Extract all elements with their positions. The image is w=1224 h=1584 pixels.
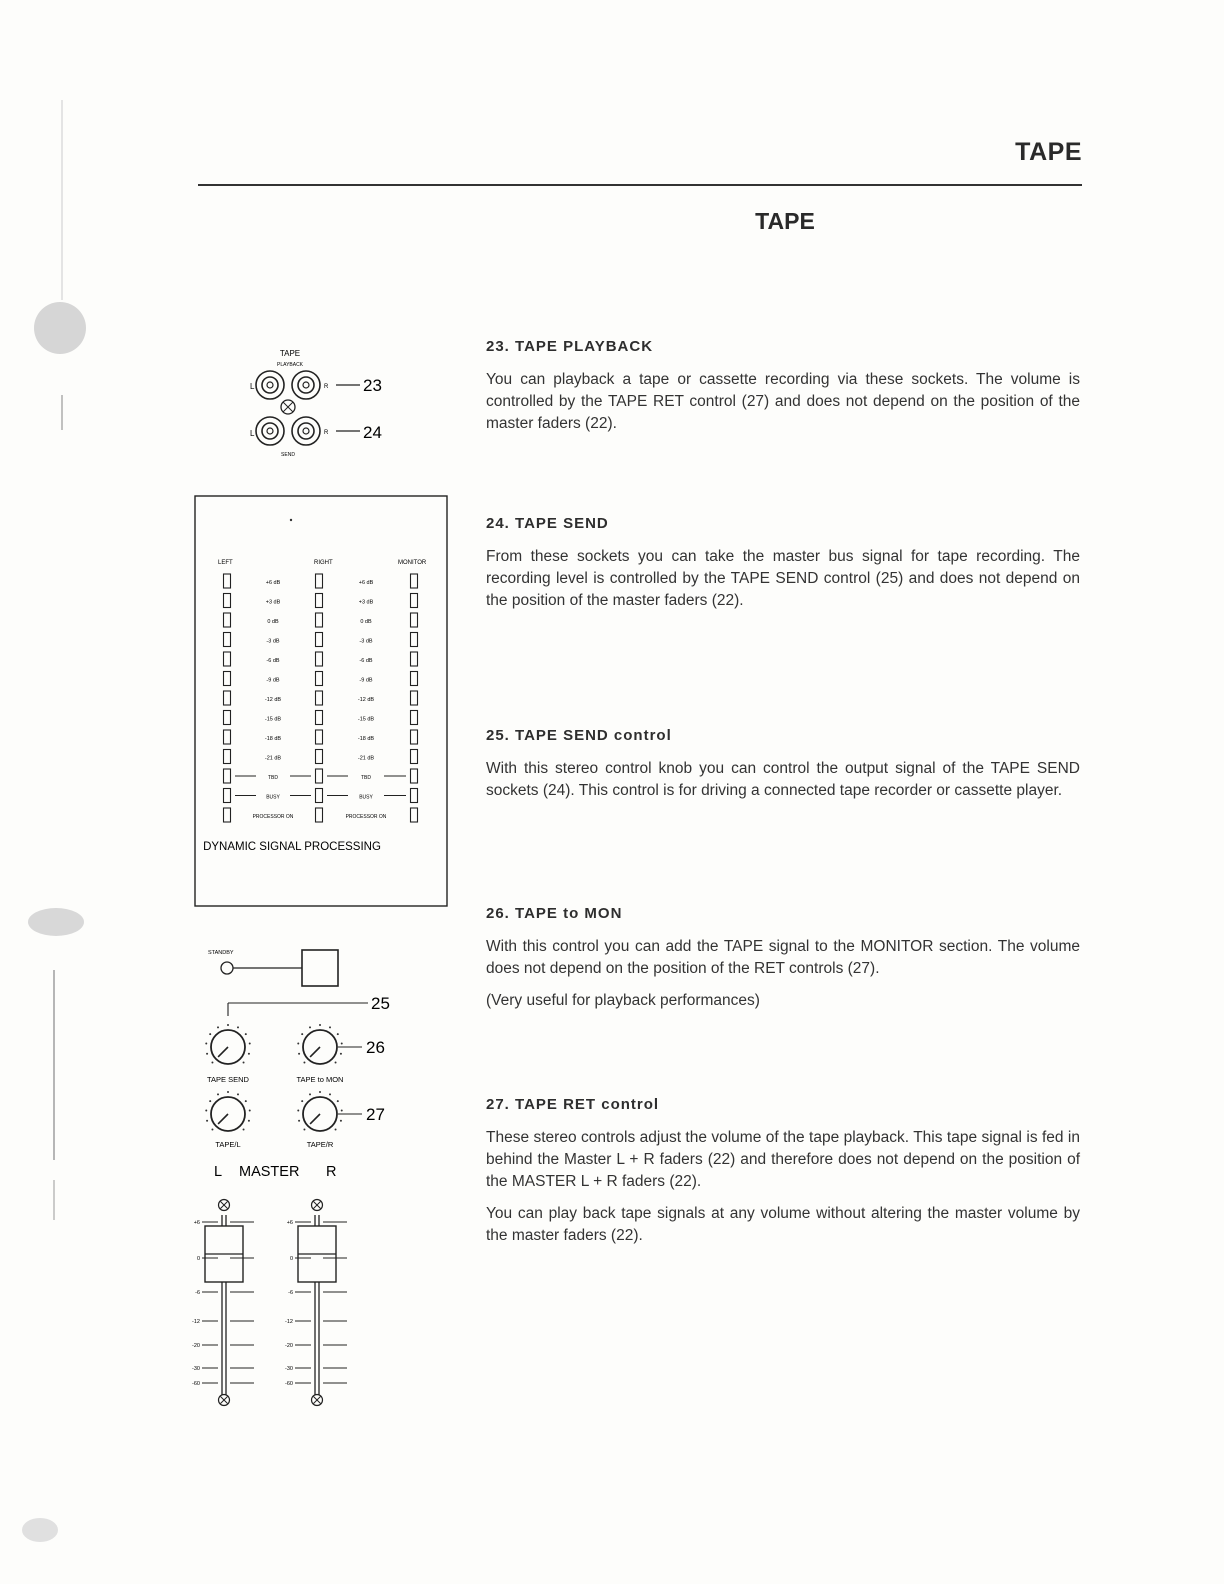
meter-level-label: -18 dB [357,736,375,742]
section-paragraph: From these sockets you can take the master bus signal for tape recording. The recording level is controlled by the TAPE SEND control (25) and does not depend on the position of the master faders (22). [486,548,1080,609]
master-fader-l[interactable] [192,1200,254,1406]
meter-status-label: TBD [361,775,371,781]
meter-led [224,789,231,803]
meter-led [316,750,323,764]
panel-figure [180,320,480,1440]
meter-level-label: +3 dB [358,599,374,606]
fader-scale-label: -12 [192,1319,200,1325]
meter-led [224,594,231,608]
meter-led [411,769,418,783]
meter-led [316,672,323,686]
meter-led [224,613,231,627]
playback-r-socket [292,371,320,399]
meter-led [224,633,231,647]
meter-led [224,691,231,705]
standby-led [221,962,233,974]
meter-level-label: -3 dB [266,638,280,645]
section-tape-ret-control [486,1096,1080,1257]
meter-led [411,613,418,627]
meter-led [224,574,231,588]
meter-led [316,652,323,666]
meter-led [224,750,231,764]
meter-status-label: PROCESSOR ON [252,814,294,820]
standby-button[interactable] [302,950,338,986]
section-paragraph: You can play back tape signals at any volume without altering the master volume by the master faders (22). [486,1205,1080,1244]
meter-status-label: BUSY [359,794,373,801]
meter-led [316,633,323,647]
meter-level-label: -9 dB [359,677,373,684]
meter-led [411,574,418,588]
tape-send-knob[interactable] [205,1024,250,1064]
callout-23: 23 [363,376,382,395]
meter-led [316,730,323,744]
meter-led [316,691,323,705]
playback-label: PLAYBACK [276,362,304,368]
meter-level-label: -3 dB [359,638,373,645]
send-label: SEND [281,452,295,458]
fader-scale-label: -30 [285,1366,293,1372]
meter-level-label: -21 dB [264,755,282,762]
send-l-label: L [250,429,255,438]
fader-scale-label: -12 [285,1319,293,1325]
meter-led [224,672,231,686]
send-r-label: R [324,430,329,436]
section-tape-to-mon [486,905,1080,1022]
meter-led [316,769,323,783]
section-tape-playback [486,338,1080,445]
meter-led [411,808,418,822]
fader-scale-label: +6 [193,1220,200,1226]
meter-level-label: +6 dB [265,580,281,586]
header-title: TAPE [1015,138,1082,166]
meter-led [411,691,418,705]
section-paragraph: With this stereo control knob you can control the output signal of the TAPE SEND sockets (24). This control is for driving a connected tape recorder or cassette player. [486,760,1080,799]
meter-level-label: 0 dB [360,619,372,625]
meter-led [316,789,323,803]
fader-scale-label: -20 [285,1343,293,1349]
meter-led [316,711,323,725]
knob-label-tape-r: TAPE/R [306,1140,334,1149]
knob-label-tape-send: TAPE SEND [207,1075,249,1084]
section-heading: 23. TAPE PLAYBACK [486,338,654,355]
meter-led [224,652,231,666]
fader-scale-label: -60 [285,1381,293,1387]
section-heading: 26. TAPE to MON [486,905,623,922]
scan-margin-marks [0,0,110,1584]
fader-scale-label: 0 [289,1256,293,1262]
master-label: MASTER [239,1164,300,1180]
master-l-label: L [214,1164,223,1180]
tape-to-mon-knob[interactable] [297,1024,342,1064]
standby-label: STANDBY [208,950,234,956]
master-fader-r[interactable] [285,1200,347,1406]
section-paragraph: (Very useful for playback performances) [486,992,760,1009]
fader-scale-label: 0 [196,1256,200,1262]
meter-status-label: TBD [268,775,278,781]
meter-status-label: PROCESSOR ON [345,814,387,820]
meter-level-label: 0 dB [267,619,279,625]
fader-scale-label: -20 [192,1343,200,1349]
playback-l-label: L [250,382,255,391]
header-rule [198,184,1082,186]
section-heading: 25. TAPE SEND control [486,727,672,744]
callout-27: 27 [366,1105,385,1124]
master-r-label: R [326,1164,337,1180]
meter-level-label: -15 dB [357,716,375,723]
knob-label-tape-to-mon: TAPE to MON [296,1075,344,1084]
section-paragraph: With this control you can add the TAPE signal to the MONITOR section. The volume does not depend on the position of the RET controls (27). [486,938,1080,977]
meter-status-label: BUSY [266,794,280,801]
fader-scale-label: -30 [192,1366,200,1372]
meter-led [411,789,418,803]
meter-led [224,730,231,744]
meter-led [224,808,231,822]
meter-led [411,711,418,725]
playback-l-socket [256,371,284,399]
meter-level-label: +6 dB [358,580,374,586]
meter-led [316,594,323,608]
meter-led [411,633,418,647]
fader-scale-label: -60 [192,1381,200,1387]
callout-26: 26 [366,1038,385,1057]
meter-caption: DYNAMIC SIGNAL PROCESSING [203,841,381,853]
meter-col-left: LEFT [218,560,233,566]
meter-level-label: -12 dB [264,697,282,703]
fader-scale-label: +6 [286,1220,293,1226]
meter-led [224,769,231,783]
meter-level-label: -6 dB [266,658,280,664]
meter-level-label: -15 dB [264,716,282,723]
signal-meter-panel [195,496,447,906]
section-heading: 24. TAPE SEND [486,515,609,532]
page-title: TAPE [755,208,815,234]
fader-scale-label: -6 [195,1290,200,1296]
meter-level-label: -9 dB [266,677,280,684]
meter-led [411,594,418,608]
meter-led [411,750,418,764]
callout-24: 24 [363,423,382,442]
fader-scale-label: -6 [288,1290,293,1296]
meter-level-label: -12 dB [357,697,375,703]
callout-25: 25 [371,994,390,1013]
section-tape-send [486,515,1080,622]
section-tape-send-control [486,727,1080,812]
section-paragraph: You can playback a tape or cassette recording via these sockets. The volume is controlled by the TAPE RET control (27) and does not depend on the position of the master faders (22). [486,371,1080,432]
meter-level-label: +3 dB [265,599,281,606]
standby-control [208,950,338,986]
meter-led [411,672,418,686]
tape-r-knob[interactable] [297,1091,342,1131]
meter-level-label: -6 dB [359,658,373,664]
send-r-socket [292,417,320,445]
playback-r-label: R [324,384,329,390]
knob-label-tape-l: TAPE/L [215,1140,241,1149]
meter-led [411,652,418,666]
meter-level-label: -21 dB [357,755,375,762]
meter-col-right: RIGHT [314,560,333,566]
send-l-socket [256,417,284,445]
section-paragraph: These stereo controls adjust the volume of the tape playback. This tape signal is fed in behind the Master L + R faders (22) and therefore does not depend on the position of the MASTER L + R faders (22). [486,1129,1080,1190]
meter-col-monitor: MONITOR [398,560,427,566]
tape-sockets [250,349,382,458]
tape-l-knob[interactable] [205,1091,250,1131]
meter-led [316,613,323,627]
tape-label: TAPE [279,349,301,358]
meter-level-label: -18 dB [264,736,282,742]
meter-led [316,574,323,588]
meter-led [316,808,323,822]
section-heading: 27. TAPE RET control [486,1096,660,1113]
meter-led [224,711,231,725]
meter-led [411,730,418,744]
